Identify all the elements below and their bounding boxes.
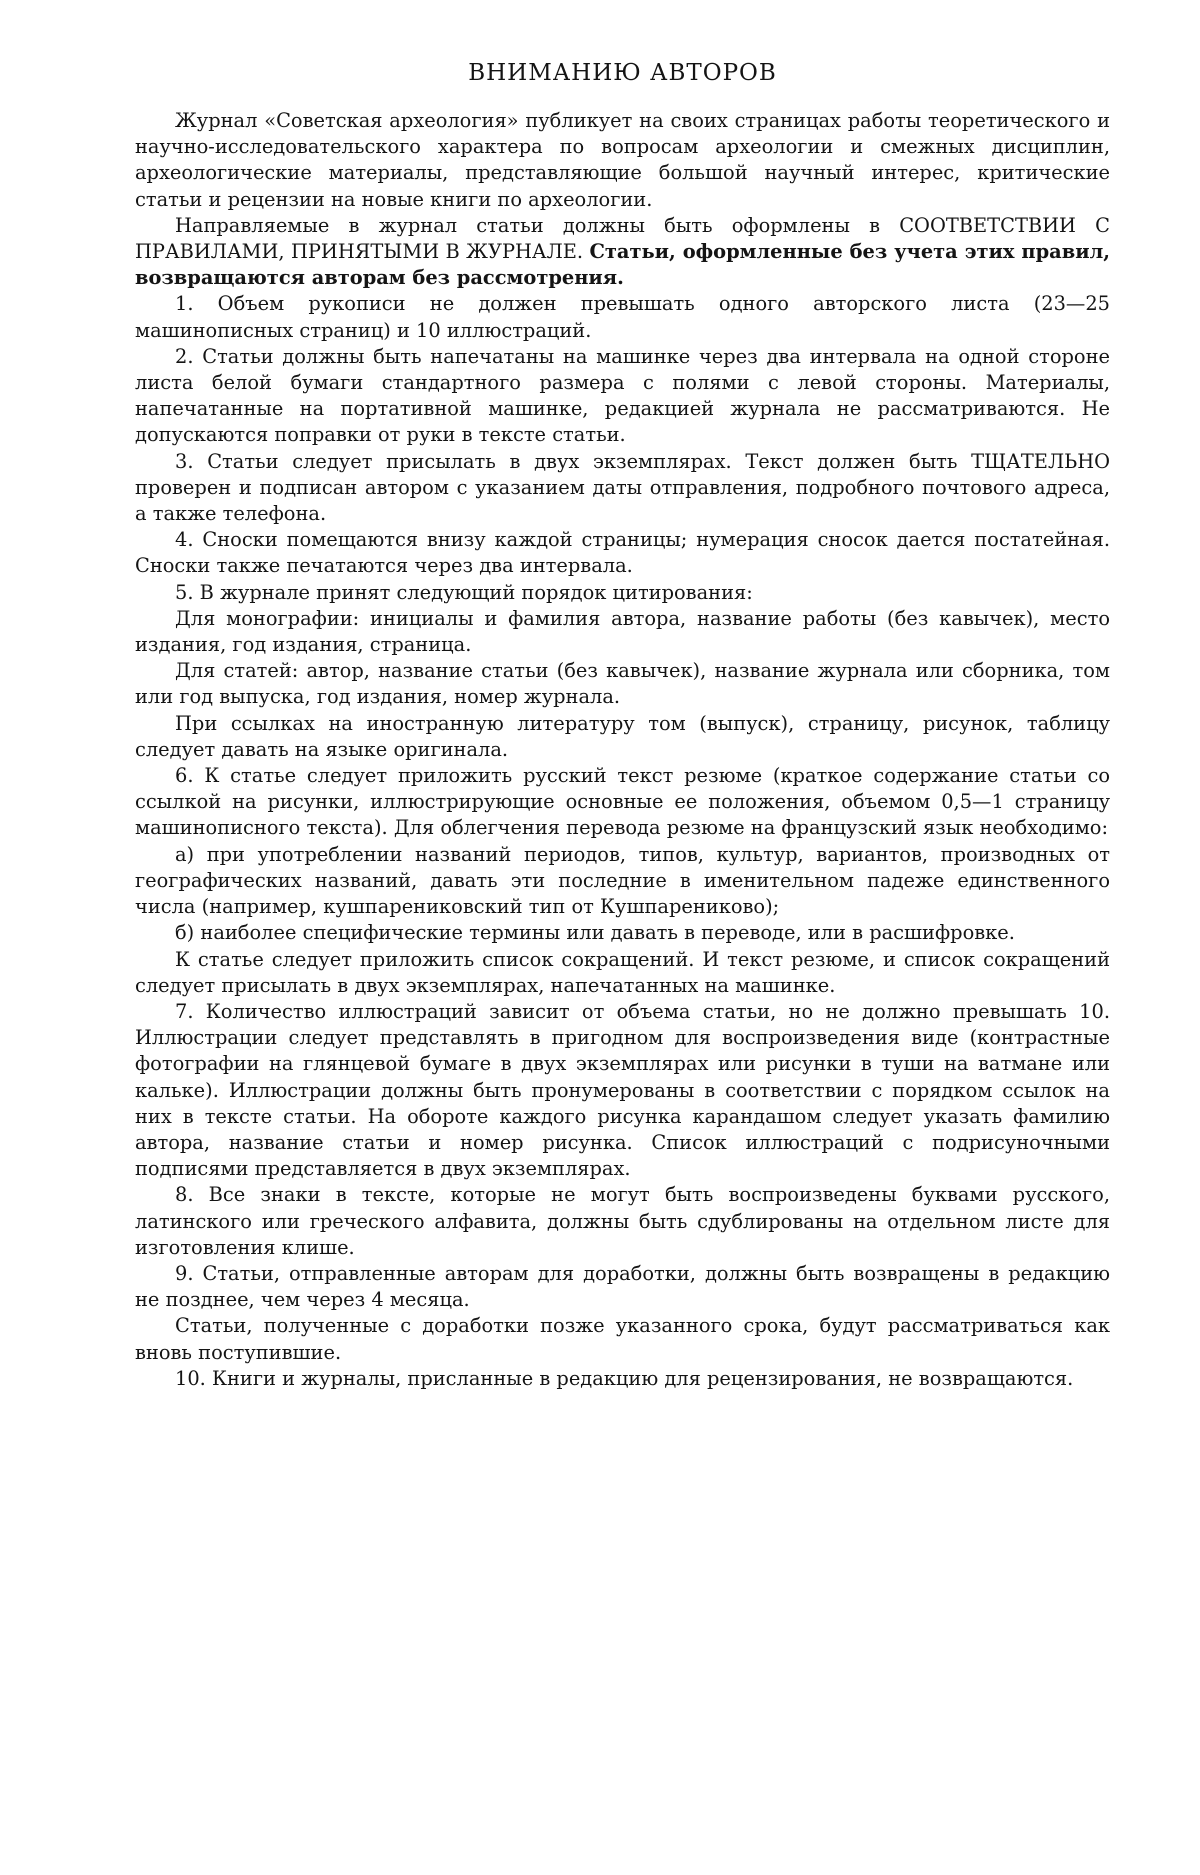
rule-6-paragraph: 6. К статье следует приложить русский текст резюме (краткое содержание статьи со ссылкой на рисунки, иллюстрирующие основные ее положения, объемом 0,5—1 страницу машинописного текста). Для облегчения перевода резюме на французский язык необходимо: (135, 764, 1110, 840)
document-page (135, 60, 1110, 1392)
rule-8-paragraph: 8. Все знаки в тексте, которые не могут быть воспроизведены буквами русского, латинского или греческого алфавита, должны быть сдублированы на отдельном листе для изготовления клише. (135, 1183, 1110, 1259)
abbreviations-paragraph: К статье следует приложить список сокращений. И текст резюме, и список сокращений следует присылать в двух экземплярах, напечатанных на машинке. (135, 947, 1110, 997)
rules-notice-text: Направляемые в журнал статьи должны быть оформлены в СООТВЕТСТВИИ С ПРАВИЛАМИ, ПРИНЯТЫМИ В ЖУРНАЛЕ. (135, 213, 1110, 264)
rule-10-paragraph: 10. Книги и журналы, присланные в редакцию для рецензирования, не возвращаются. (175, 1366, 1074, 1390)
citation-monograph-paragraph: Для монографии: инициалы и фамилия автора, название работы (без кавычек), место издания, год издания, страница. (135, 606, 1110, 657)
rules-notice-warning: Статьи, оформленные без учета этих правил, возвращаются авторам без рассмотрения. (135, 240, 1110, 290)
rule-7-paragraph: 7. Количество иллюстраций зависит от объема статьи, но не должно превышать 10. Иллюстрации следует представлять в пригодном для воспроизведения виде (контрастные фотографии на глянцевой бумаге в двух экземплярах или рисунки в туши на ватмане или кальке). Иллюстрации должны быть пронумерованы в соответствии с порядком ссылок на них в тексте статьи. На обороте каждого рисунка карандашом следует указать фамилию автора, название статьи и номер рисунка. Список иллюстраций с подрисуночными подписями представляется в двух экземплярах. (135, 999, 1110, 1181)
rule-4-paragraph: 4. Сноски помещаются внизу каждой страницы; нумерация сносок дается постатейная. Сноски также печатаются через два интервала. (135, 528, 1110, 578)
page-title: ВНИМАНИЮ АВТОРОВ (468, 60, 777, 86)
citation-foreign-paragraph: При ссылках на иностранную литературу том (выпуск), страницу, рисунок, таблицу следует давать на языке оригинала. (135, 711, 1110, 761)
rule-6a-paragraph: а) при употреблении названий периодов, типов, культур, вариантов, производных от географических названий, давать эти последние в именительном падеже единственного числа (например, кушпарениковский тип от Кушпарениково); (135, 842, 1110, 919)
rule-2-paragraph: 2. Статьи должны быть напечатаны на машинке через два интервала на одной стороне листа белой бумаги стандартного размера с полями с левой стороны. Материалы, напечатанные на портативной машинке, редакцией журнала не рассматриваются. Не допускаются поправки от руки в тексте статьи. (135, 344, 1110, 447)
late-revision-paragraph: Статьи, полученные с доработки позже указанного срока, будут рассматриваться как вновь поступившие. (135, 1314, 1110, 1364)
rule-9-paragraph: 9. Статьи, отправленные авторам для доработки, должны быть возвращены в редакцию не позднее, чем через 4 месяца. (135, 1261, 1110, 1312)
rule-6b-paragraph: б) наиболее специфические термины или давать в переводе, или в расшифровке. (175, 921, 1015, 945)
intro-paragraph: Журнал «Советская археология» публикует на своих страницах работы теоретического и научно-исследовательского характера по вопросам археологии и смежных дисциплин, археологические материалы, представляющие большой научный интерес, критические статьи и рецензии на новые книги по археологии. (135, 109, 1110, 211)
rule-1-paragraph: 1. Объем рукописи не должен превышать одного авторского листа (23—25 машинописных страниц) и 10 иллюстраций. (135, 292, 1110, 342)
citation-article-paragraph: Для статей: автор, название статьи (без кавычек), название журнала или сборника, том или год выпуска, год издания, номер журнала. (135, 659, 1110, 709)
rule-3-paragraph: 3. Статьи следует присылать в двух экземплярах. Текст должен быть ТЩАТЕЛЬНО проверен и подписан автором с указанием даты отправления, подробного почтового адреса, а также телефона. (135, 449, 1110, 526)
rules-notice-paragraph (135, 213, 1110, 292)
rule-5-paragraph: 5. В журнале принят следующий порядок цитирования: (175, 580, 753, 604)
